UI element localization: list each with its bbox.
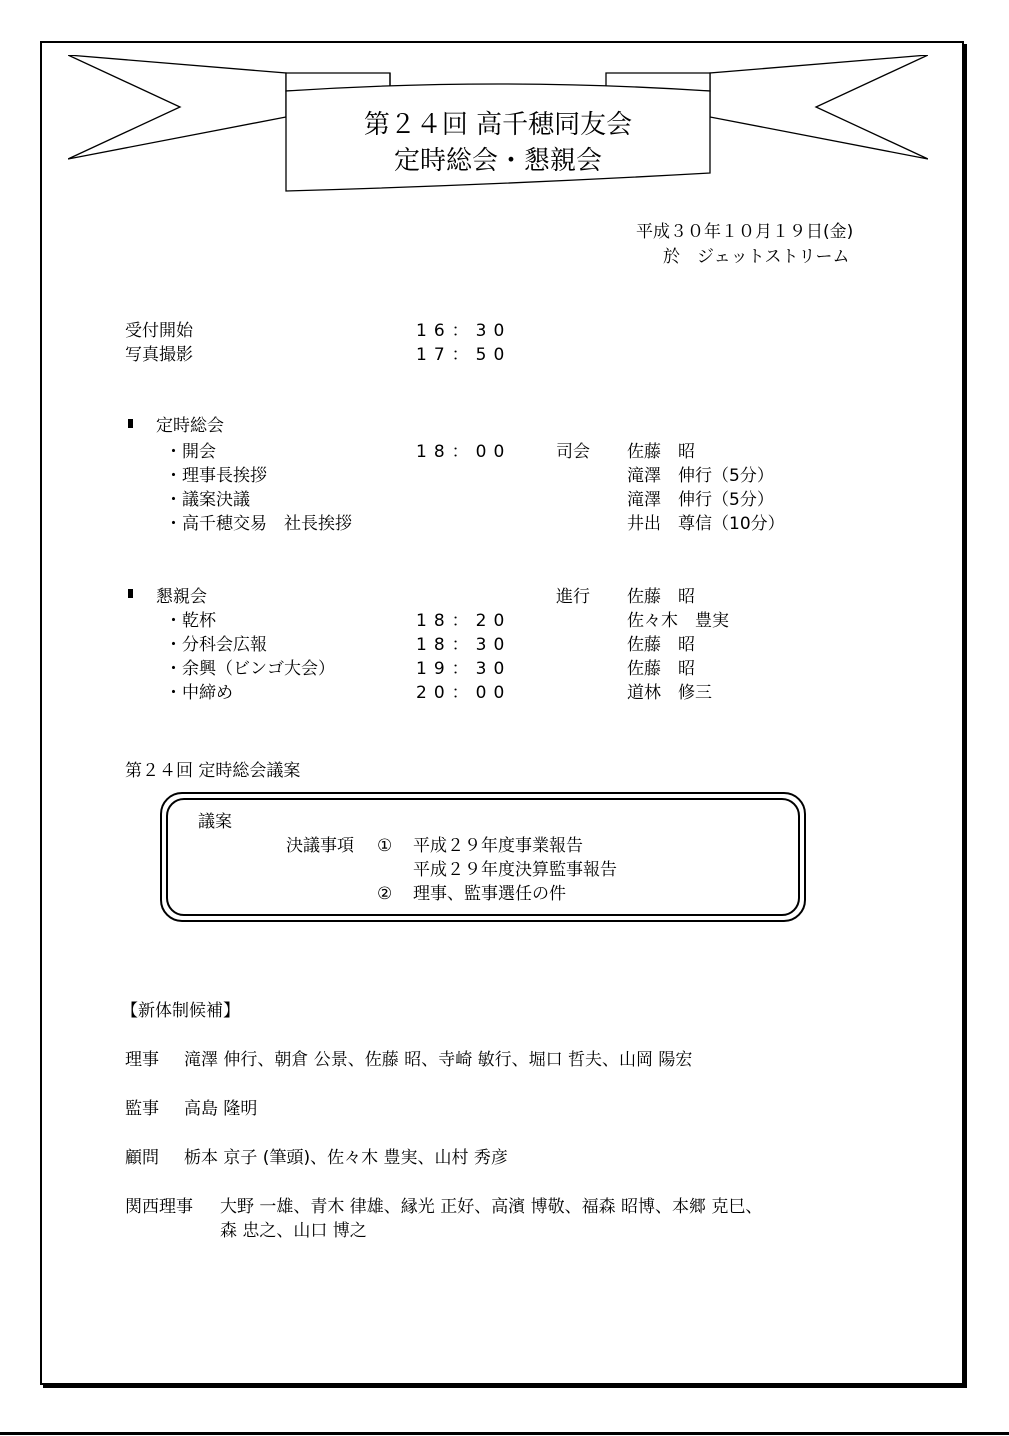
- program-item-label: ・分科会広報: [165, 635, 267, 655]
- social-gathering-person: 佐藤 昭: [627, 587, 695, 607]
- title-line-2: 定時総会・懇親会: [393, 146, 602, 176]
- general-meeting-heading: 定時総会: [156, 416, 224, 436]
- program-item-person: 井出 尊信（10分）: [627, 514, 785, 534]
- agenda-item: 平成２９年度決算監事報告: [413, 860, 617, 880]
- section-bullet: [128, 419, 133, 428]
- social-gathering-role: 進行: [556, 587, 590, 607]
- event-venue: 於 ジェットストリーム: [663, 247, 850, 267]
- social-gathering-heading: 懇親会: [156, 587, 207, 607]
- agenda-item: 平成２９年度事業報告: [413, 836, 583, 856]
- program-item-time: 20：00: [416, 683, 512, 703]
- program-item-label: ・乾杯: [165, 611, 216, 631]
- title-line-1: 第２４回 高千穂同友会: [363, 110, 633, 140]
- program-item-person: 佐藤 昭: [627, 659, 695, 679]
- kansai-directors-list: 大野 一雄、青木 律雄、縁光 正好、高濱 博敬、福森 昭博、本郷 克巳、: [220, 1197, 763, 1217]
- program-item-person: 滝澤 伸行（5分）: [627, 466, 774, 486]
- kansai-directors-list: 森 忠之、山口 博之: [220, 1221, 367, 1241]
- section-bullet: [128, 589, 133, 598]
- program-item-label: ・中締め: [165, 683, 233, 703]
- agenda-box-title: 議案: [198, 812, 232, 832]
- auditor-name: 高島 隆明: [184, 1099, 258, 1119]
- schedule-time: 17：50: [416, 345, 512, 365]
- agenda-section-title: 第２４回 定時総会議案: [125, 761, 301, 781]
- resolution-label: 決議事項: [286, 836, 354, 856]
- bottom-rule: [0, 1432, 1009, 1435]
- schedule-label: 写真撮影: [125, 345, 193, 365]
- program-item-label: ・開会: [165, 442, 216, 462]
- program-item-label: ・議案決議: [165, 490, 250, 510]
- banner-title: [290, 107, 706, 179]
- directors-label: 理事: [125, 1050, 159, 1070]
- program-item-person: 佐々木 豊実: [627, 611, 729, 631]
- agenda-item-marker: ②: [377, 884, 393, 904]
- directors-list: 滝澤 伸行、朝倉 公景、佐藤 昭、寺崎 敏行、堀口 哲夫、山岡 陽宏: [184, 1050, 693, 1070]
- program-item-label: ・余興（ビンゴ大会）: [165, 659, 335, 679]
- program-item-person: 滝澤 伸行（5分）: [627, 490, 774, 510]
- program-item-person: 佐藤 昭: [627, 635, 695, 655]
- agenda-item-marker: ①: [377, 836, 393, 856]
- agenda-item: 理事、監事選任の件: [413, 884, 566, 904]
- program-item-time: 18：30: [416, 635, 512, 655]
- program-item-label: ・理事長挨拶: [165, 466, 267, 486]
- program-item-role: 司会: [556, 442, 590, 462]
- advisors-label: 顧問: [125, 1148, 159, 1168]
- schedule-label: 受付開始: [125, 321, 193, 341]
- candidates-heading: 【新体制候補】: [121, 1001, 240, 1021]
- schedule-time: 16：30: [416, 321, 512, 341]
- program-item-person: 道林 修三: [627, 683, 712, 703]
- program-item-time: 18：00: [416, 442, 512, 462]
- kansai-directors-label: 関西理事: [125, 1197, 193, 1217]
- event-date: 平成３０年１０月１９日(金): [636, 222, 854, 242]
- program-item-time: 18：20: [416, 611, 512, 631]
- program-item-time: 19：30: [416, 659, 512, 679]
- auditor-label: 監事: [125, 1099, 159, 1119]
- program-item-label: ・高千穂交易 社長挨拶: [165, 514, 352, 534]
- program-item-person: 佐藤 昭: [627, 442, 695, 462]
- advisors-list: 栃本 京子 (筆頭)、佐々木 豊実、山村 秀彦: [184, 1148, 508, 1168]
